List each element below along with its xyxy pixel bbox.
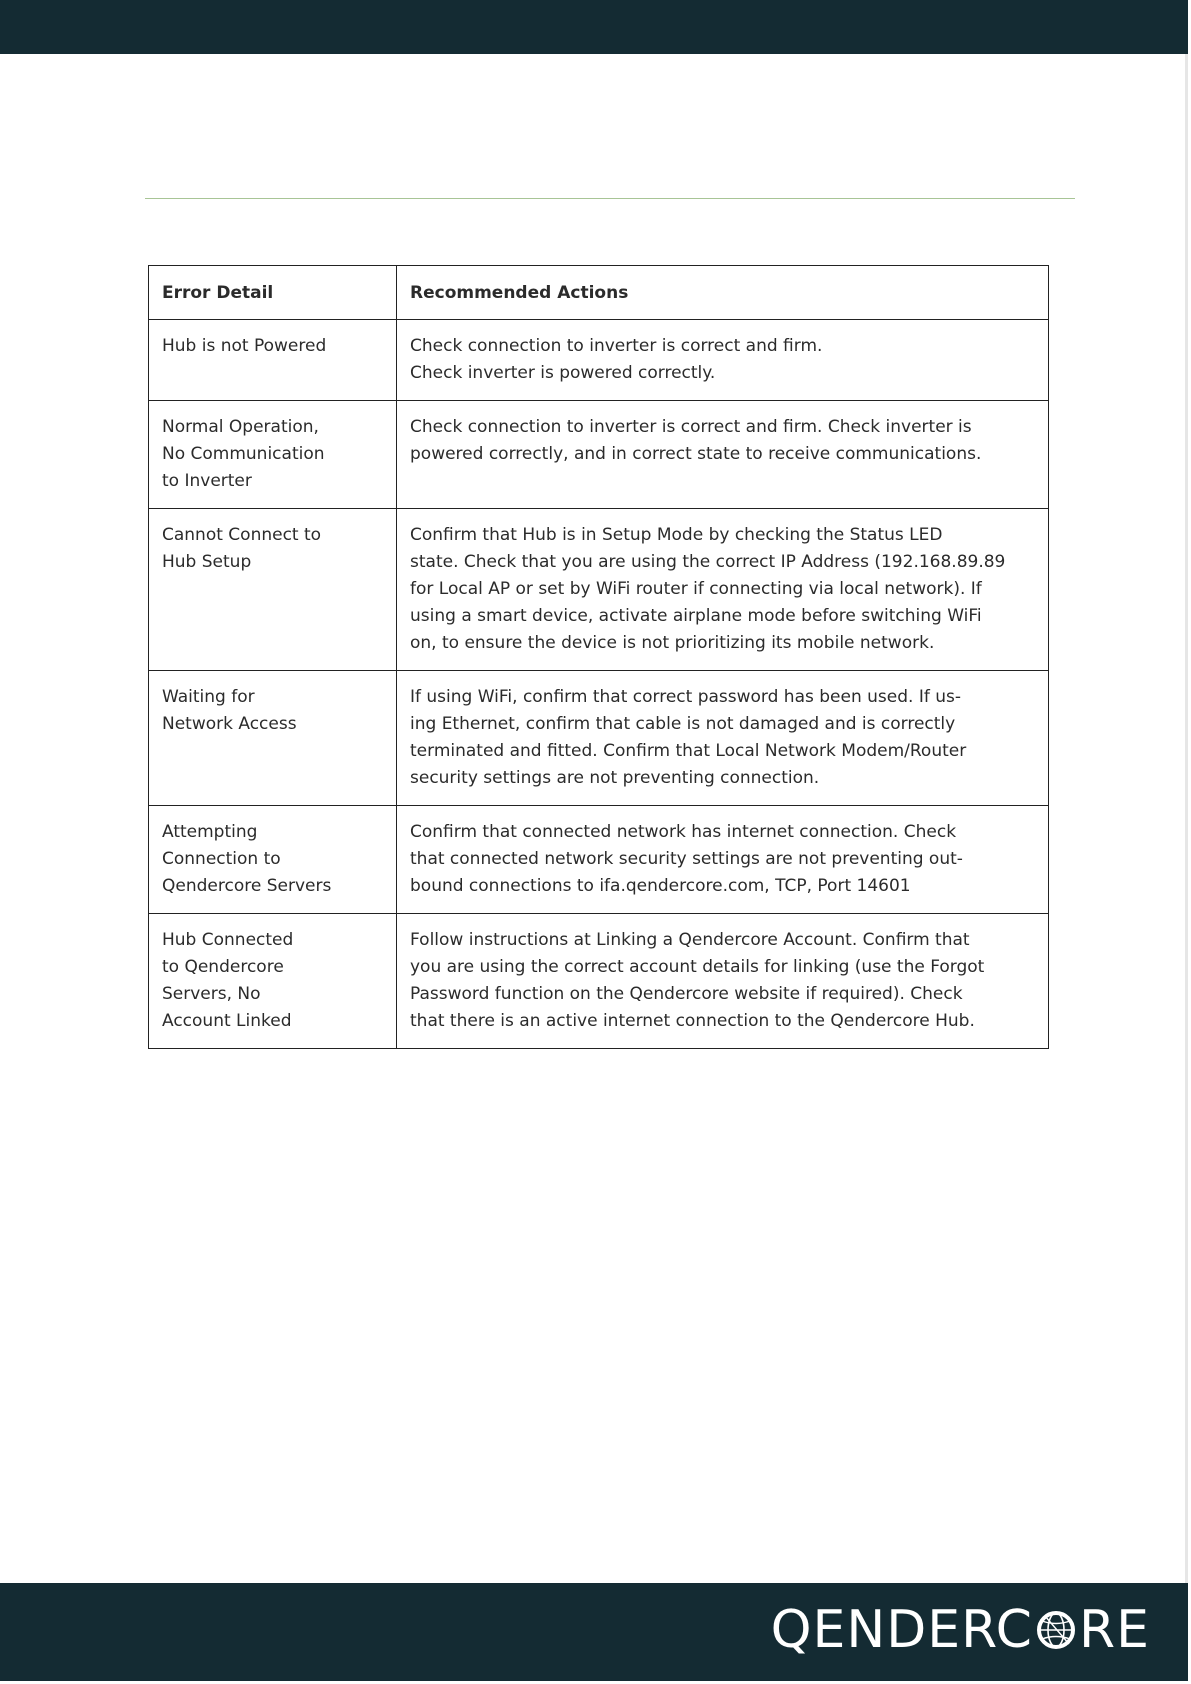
error-detail-cell [149, 320, 397, 401]
error-detail-text: Attempting Connection to Qendercore Servers [162, 822, 332, 896]
recommended-action-cell [397, 914, 1049, 1049]
error-detail-cell [149, 914, 397, 1049]
table-row [149, 914, 1049, 1049]
table-row [149, 671, 1049, 806]
error-detail-cell [149, 671, 397, 806]
error-detail-cell [149, 806, 397, 914]
error-detail-cell [149, 401, 397, 509]
recommended-action-text: If using WiFi, confirm that correct password has been used. If us- ing Ethernet, confirm that cable is not damaged and is correctly terminated and fitted. Confirm that Local Network Modem/Router security settings are not preventing connection. [410, 687, 967, 788]
recommended-action-cell [397, 671, 1049, 806]
recommended-action-text: Confirm that Hub is in Setup Mode by checking the Status LED state. Check that you are using the correct IP Address (192.168.89.89 for Local AP or set by WiFi router if connecting via local network). If using a smart device, activate airplane mode before switching WiFi on, to ensure the device is not prioritizing its mobile network. [410, 525, 1006, 653]
error-detail-text: Normal Operation, No Communication to Inverter [162, 417, 325, 491]
error-detail-text: Hub is not Powered [162, 336, 327, 356]
table-row [149, 320, 1049, 401]
recommended-action-text: Check connection to inverter is correct and firm. Check inverter is powered correctly, and in correct state to receive communications. [410, 417, 982, 464]
error-detail-text: Cannot Connect to Hub Setup [162, 525, 322, 572]
section-divider [145, 198, 1075, 199]
table-row [149, 509, 1049, 671]
table-row [149, 401, 1049, 509]
qendercore-logo [771, 1600, 1150, 1660]
footer-bar [0, 1583, 1188, 1681]
header-recommended-actions: Recommended Actions [397, 266, 1049, 320]
globe-icon [1035, 1607, 1077, 1653]
recommended-action-cell [397, 320, 1049, 401]
logo-text-left: QENDERC [770, 1600, 1033, 1660]
error-detail-text: Waiting for Network Access [162, 687, 297, 734]
recommended-action-cell [397, 806, 1049, 914]
logo-text-right: RE [1079, 1600, 1150, 1660]
recommended-action-cell [397, 401, 1049, 509]
header-error-detail: Error Detail [149, 266, 397, 320]
recommended-action-cell [397, 509, 1049, 671]
error-detail-text: Hub Connected to Qendercore Servers, No Account Linked [162, 930, 294, 1031]
recommended-action-text: Follow instructions at Linking a Qendercore Account. Confirm that you are using the correct account details for linking (use the Forgot Password function on the Qendercore website if required). Check that there is an active internet connection to the Qendercore Hub. [410, 930, 985, 1031]
table-row [149, 806, 1049, 914]
table-header-row [149, 266, 1049, 320]
recommended-action-text: Check connection to inverter is correct and firm. Check inverter is powered correctly. [410, 336, 823, 383]
error-table [148, 265, 1049, 1049]
header-bar [0, 0, 1188, 54]
recommended-action-text: Confirm that connected network has internet connection. Check that connected network security settings are not preventing out- bound connections to ifa.qendercore.com, TCP, Port 14601 [410, 822, 963, 896]
error-detail-cell [149, 509, 397, 671]
